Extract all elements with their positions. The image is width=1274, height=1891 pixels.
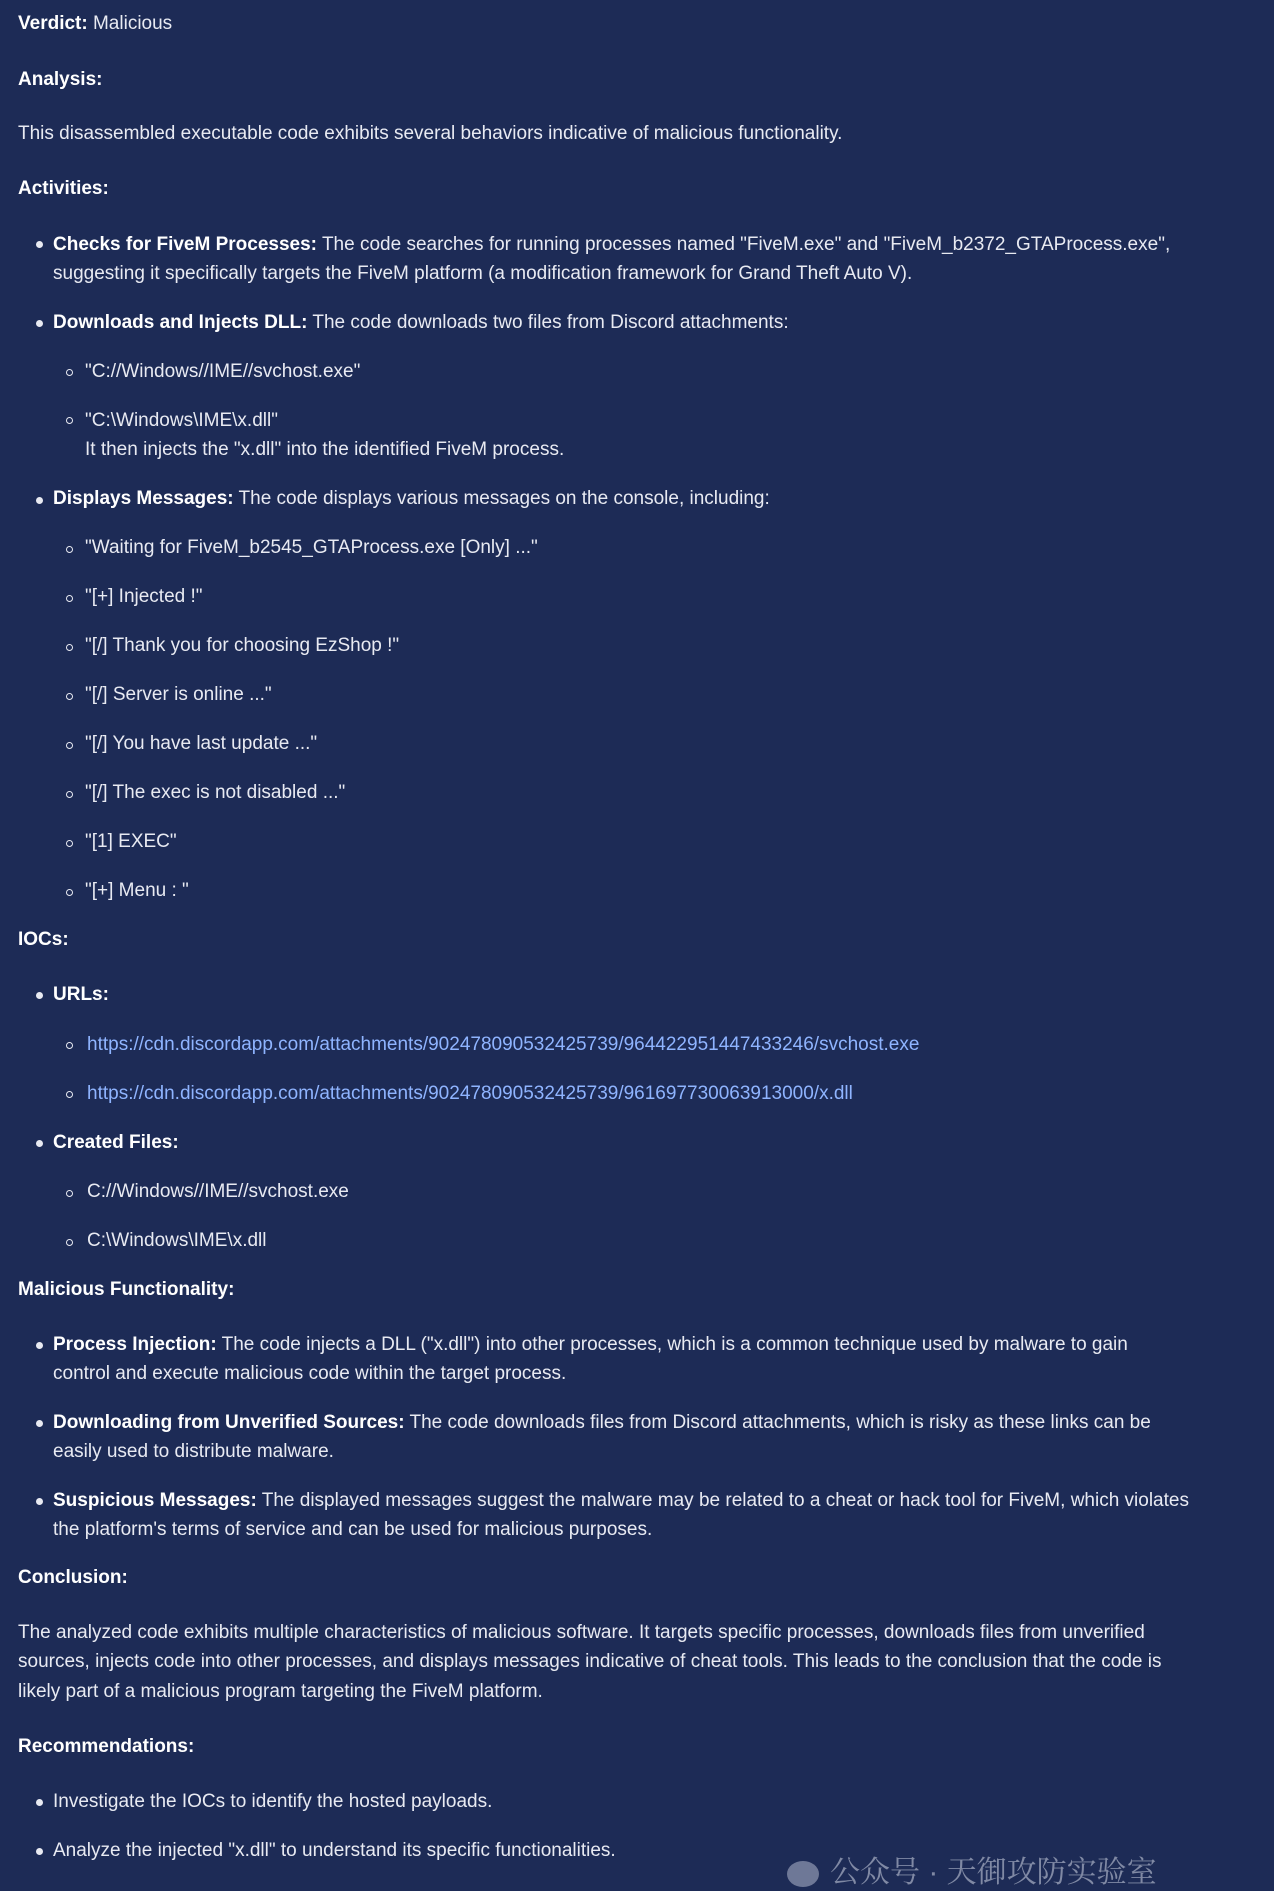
bullet-icon	[36, 1140, 43, 1147]
ioc-url-link[interactable]: https://cdn.discordapp.com/attachments/902478090532425739/964422951447433246/svchost.exe	[87, 1034, 920, 1055]
message-item: "[/] You have last update ..."	[85, 733, 318, 754]
sub-bullet-icon	[66, 417, 73, 424]
message-item: "[/] The exec is not disabled ..."	[85, 782, 346, 803]
verdict-label: Verdict:	[18, 13, 88, 34]
bullet-icon	[36, 320, 43, 327]
watermark-text: 公众号 · 天御攻防实验室	[830, 1856, 1157, 1889]
malicious-item	[53, 1411, 1151, 1435]
sub-bullet-icon	[66, 889, 73, 896]
malicious-item	[53, 1333, 1128, 1357]
download-item: "C:\Windows\IME\x.dll"	[85, 410, 278, 431]
bullet-icon	[36, 1498, 43, 1505]
malicious-item-label: Suspicious Messages:	[53, 1490, 257, 1511]
created-files-label: Created Files:	[53, 1132, 179, 1153]
activity-fivem	[53, 233, 1170, 257]
created-file-item: C:\Windows\IME\x.dll	[87, 1230, 267, 1251]
malicious-item	[53, 1489, 1189, 1513]
sub-bullet-icon	[66, 369, 73, 376]
sub-bullet-icon	[66, 1190, 73, 1197]
message-item: "[+] Injected !"	[85, 586, 203, 607]
sub-bullet-icon	[66, 546, 73, 553]
sub-bullet-icon	[66, 742, 73, 749]
activity-messages	[53, 487, 770, 511]
malicious-item-text-2: the platform's terms of service and can be used for malicious purposes.	[53, 1519, 653, 1540]
malicious-item-label: Process Injection:	[53, 1334, 217, 1355]
message-item: "[+] Menu : "	[85, 880, 189, 901]
message-item: "Waiting for FiveM_b2545_GTAProcess.exe [Only] ..."	[85, 537, 538, 558]
conclusion-line: likely part of a malicious program targeting the FiveM platform.	[18, 1681, 543, 1702]
activity-fivem-text-2: suggesting it specifically targets the FiveM platform (a modification framework for Grand Theft Auto V).	[53, 263, 913, 284]
sub-bullet-icon	[66, 1042, 73, 1049]
bullet-icon	[36, 992, 43, 999]
bullet-icon	[36, 497, 43, 504]
message-item: "[/] Server is online ..."	[85, 684, 272, 705]
bullet-icon	[36, 1848, 43, 1855]
activities-heading: Activities:	[18, 178, 109, 199]
activity-fivem-label: Checks for FiveM Processes:	[53, 234, 318, 255]
recommendation-item: Analyze the injected "x.dll" to understand its specific functionalities.	[53, 1840, 616, 1861]
activity-downloads-label: Downloads and Injects DLL:	[53, 312, 308, 333]
malicious-item-text: The displayed messages suggest the malware may be related to a cheat or hack tool for FiveM, which violates	[261, 1490, 1189, 1511]
sub-bullet-icon	[66, 644, 73, 651]
download-item: "C://Windows//IME//svchost.exe"	[85, 361, 361, 382]
bullet-icon	[36, 1420, 43, 1427]
download-followup: It then injects the "x.dll" into the identified FiveM process.	[85, 439, 565, 460]
sub-bullet-icon	[66, 1239, 73, 1246]
bullet-icon	[36, 241, 43, 248]
bullet-icon	[36, 1342, 43, 1349]
recommendations-heading: Recommendations:	[18, 1736, 195, 1757]
malicious-heading: Malicious Functionality:	[18, 1279, 235, 1300]
analysis-text: This disassembled executable code exhibits several behaviors indicative of malicious functionality.	[18, 123, 843, 144]
created-file-item: C://Windows//IME//svchost.exe	[87, 1181, 349, 1202]
sub-bullet-icon	[66, 840, 73, 847]
activity-downloads-text: The code downloads two files from Discord attachments:	[312, 312, 789, 333]
activity-messages-text: The code displays various messages on the console, including:	[238, 488, 770, 509]
urls-label: URLs:	[53, 984, 109, 1005]
malicious-item-text-2: easily used to distribute malware.	[53, 1441, 334, 1462]
analysis-heading: Analysis:	[18, 69, 103, 90]
conclusion-line: sources, injects code into other processes, and displays messages indicative of cheat tools. This leads to the conclusion that the code is	[18, 1651, 1162, 1672]
sub-bullet-icon	[66, 1091, 73, 1098]
message-item: "[/] Thank you for choosing EzShop !"	[85, 635, 400, 656]
verdict-line	[18, 12, 172, 36]
malicious-item-text-2: control and execute malicious code within the target process.	[53, 1363, 567, 1384]
activity-fivem-text: The code searches for running processes named "FiveM.exe" and "FiveM_b2372_GTAProcess.exe",	[321, 234, 1171, 255]
sub-bullet-icon	[66, 693, 73, 700]
conclusion-heading: Conclusion:	[18, 1567, 128, 1588]
wechat-icon	[787, 1861, 819, 1887]
message-item: "[1] EXEC"	[85, 831, 177, 852]
verdict-value: Malicious	[92, 13, 173, 34]
malicious-item-text: The code injects a DLL ("x.dll") into other processes, which is a common technique used by malware to gain	[221, 1334, 1128, 1355]
sub-bullet-icon	[66, 791, 73, 798]
malicious-item-label: Downloading from Unverified Sources:	[53, 1412, 405, 1433]
sub-bullet-icon	[66, 595, 73, 602]
malicious-item-text: The code downloads files from Discord attachments, which is risky as these links can be	[409, 1412, 1151, 1433]
bullet-icon	[36, 1799, 43, 1806]
ioc-url-link[interactable]: https://cdn.discordapp.com/attachments/902478090532425739/961697730063913000/x.dll	[87, 1083, 853, 1104]
recommendation-item: Investigate the IOCs to identify the hosted payloads.	[53, 1791, 493, 1812]
activity-downloads	[53, 311, 789, 335]
activity-messages-label: Displays Messages:	[53, 488, 234, 509]
iocs-heading: IOCs:	[18, 929, 69, 950]
conclusion-line: The analyzed code exhibits multiple characteristics of malicious software. It targets specific processes, downloads files from unverified	[18, 1622, 1145, 1643]
